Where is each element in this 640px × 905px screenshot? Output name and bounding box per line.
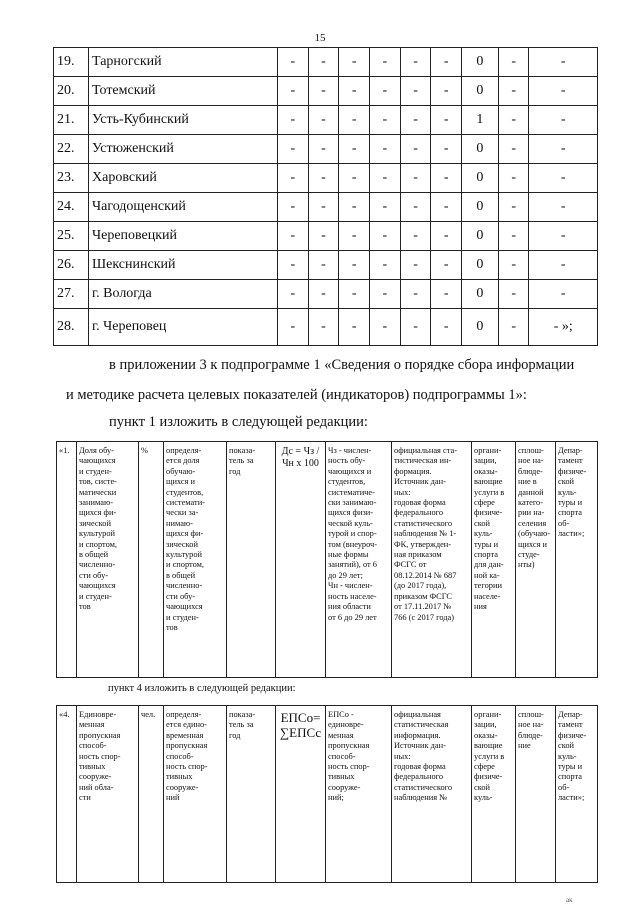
table-cell: - (370, 280, 401, 309)
table-cell: - (431, 135, 462, 164)
indicator-cell-text: «4. (59, 710, 70, 719)
table-cell: - (308, 251, 339, 280)
table-cell: - (498, 251, 529, 280)
table-cell: 0 (462, 222, 499, 251)
table-cell: 0 (462, 280, 499, 309)
district-name: Чагодощенский (89, 193, 278, 222)
indicator-cell-text: определя- ется едино- временная пропускная способ- ность спор- тивных сооруже- ний (166, 710, 208, 803)
table-cell: - (278, 106, 309, 135)
table-cell: - (498, 106, 529, 135)
table-cell: - (370, 309, 401, 346)
row-number: 22. (54, 135, 89, 164)
table-cell: - (431, 309, 462, 346)
table-cell: - (370, 135, 401, 164)
indicator-cell-text: сплош- ное на- блюде- ние (518, 710, 544, 751)
table-cell: - (498, 309, 529, 346)
table-cell: - (498, 193, 529, 222)
table-cell: - (400, 106, 431, 135)
table-cell: - (339, 48, 370, 77)
table-cell: - (370, 106, 401, 135)
table-cell: - (339, 309, 370, 346)
table-cell: - (308, 164, 339, 193)
indicator-cell (556, 706, 598, 883)
indicator-cell-text: Дс = Чз / Чн х 100 (281, 446, 320, 469)
table-cell: - (529, 164, 598, 193)
table-cell: - (278, 309, 309, 346)
page-number: 15 (314, 32, 326, 44)
table-row (54, 193, 598, 222)
table-cell: - (529, 48, 598, 77)
table-cell: - (339, 280, 370, 309)
table-cell: - (498, 222, 529, 251)
indicator-table-item-1 (56, 441, 598, 678)
district-name: Харовский (89, 164, 278, 193)
indicator-cell (326, 706, 392, 883)
district-name: г. Череповец (89, 309, 278, 346)
table-row (54, 222, 598, 251)
indicator-cell-text: ЕПСо= ∑ЕПСс (279, 710, 322, 740)
table-cell: 0 (462, 48, 499, 77)
table-cell: 0 (462, 193, 499, 222)
indicator-cell-text: «1. (59, 446, 70, 455)
table-cell: - (278, 77, 309, 106)
table-cell: - (498, 48, 529, 77)
table-cell: - (339, 222, 370, 251)
table-cell: - (370, 193, 401, 222)
district-name: Шекснинский (89, 251, 278, 280)
table-cell: - (498, 164, 529, 193)
indicator-cell-text: ЕПСо - единовре- менная пропускная способ- ность спор- тивных сооруже- ний; (328, 710, 370, 803)
row-number: 25. (54, 222, 89, 251)
table-cell: - (529, 193, 598, 222)
indicator-cell (392, 442, 472, 678)
table-cell: - (498, 280, 529, 309)
table-cell: - (308, 77, 339, 106)
indicator-cell (472, 706, 516, 883)
table-cell: - (431, 77, 462, 106)
table-cell: - (400, 251, 431, 280)
indicator-cell (472, 442, 516, 678)
indicator-cell (57, 442, 77, 678)
row-number: 21. (54, 106, 89, 135)
table-cell: - (400, 309, 431, 346)
table-row (54, 309, 598, 346)
indicator-cell-text: Депар- тамент физиче- ской куль- туры и спорта об- ласти»; (558, 710, 587, 803)
table-cell: 0 (462, 164, 499, 193)
table-cell: - (431, 280, 462, 309)
row-number: 23. (54, 164, 89, 193)
table-cell: - (308, 106, 339, 135)
row-number: 24. (54, 193, 89, 222)
district-name: Тотемский (89, 77, 278, 106)
table-cell: 1 (462, 106, 499, 135)
district-name: Устюженский (89, 135, 278, 164)
table-row (54, 251, 598, 280)
table-cell: - (400, 135, 431, 164)
indicator-cell-text: Депар- тамент физиче- ской куль- туры и спорта об- ласти»; (558, 446, 587, 539)
row-number: 26. (54, 251, 89, 280)
row-number: 27. (54, 280, 89, 309)
indicator-cell-text: органи- зации, оказы- вающие услуги в сфере физиче- ской куль- туры и спорта для дан- ной ка- тегории населе- ния (474, 446, 505, 612)
table-cell: - (529, 135, 598, 164)
indicator-cell-text: сплош- ное на- блюде- ние в данной катего- рии на- селения (обучаю- щихся и студе- нты) (518, 446, 551, 570)
indicator-cell-text: Чз - числен- ность обу- чающихся и студентов, систематиче- ски занимаю- щихся физи- ческой куль- турой и спор- том (внеуроч- ные формы занятий), от 6 до 29 лет; Чн - числен- ность населе- ния области от 6 до 29 лет (328, 446, 378, 622)
indicator-row (57, 442, 598, 678)
indicator-cell (164, 442, 227, 678)
indicator-cell (516, 706, 556, 883)
indicator-cell-text: определя- ется доля обучаю- щихся и студентов, системати- чески за- нимаю- щихся фи- зической культурой и спортом, в общей численно- сти обу- чающихся и студен- тов (166, 446, 205, 632)
table-cell: - (278, 164, 309, 193)
table-cell: - (278, 135, 309, 164)
table-cell: - (370, 77, 401, 106)
indicator-cell (227, 442, 276, 678)
table-cell: 0 (462, 135, 499, 164)
table-cell: - (529, 106, 598, 135)
table-row (54, 280, 598, 309)
table-cell: - (400, 193, 431, 222)
table-cell: - (431, 106, 462, 135)
table-cell: 0 (462, 309, 499, 346)
indicator-cell (57, 706, 77, 883)
district-name: г. Вологда (89, 280, 278, 309)
row-number: 19. (54, 48, 89, 77)
indicator-cell (227, 706, 276, 883)
table-cell: - (339, 77, 370, 106)
table-row (54, 48, 598, 77)
indicator-cell-text: показа- тель за год (229, 710, 256, 740)
table-cell: - (308, 193, 339, 222)
table-cell: - (370, 164, 401, 193)
indicator-cell (139, 706, 164, 883)
table-cell: - (278, 48, 309, 77)
table-row (54, 106, 598, 135)
indicator-cell (276, 442, 326, 678)
row-number: 20. (54, 77, 89, 106)
indicator-cell (276, 706, 326, 883)
indicator-cell-text: Доля обу- чающихся и студен- тов, систе- матически занимаю- щихся фи- зической культурой и спортом, в общей численно- сти обу- чающихся и студен- тов (79, 446, 118, 612)
paragraph-item-4-intro: пункт 4 изложить в следующей редакции: (108, 683, 296, 694)
table-cell: - (529, 251, 598, 280)
indicator-cell-text: официальная ста- тистическая ин- формация. Источник дан- ных: годовая форма федерального статистического наблюдения № 1- ФК, утвержден- ная приказом ФСГС от 08.12.2014 № 687 (до 2017 года), приказом ФСГС от 17.11.2017 № 766 (с 2017 года) (394, 446, 457, 622)
indicator-cell (164, 706, 227, 883)
indicator-cell (77, 706, 139, 883)
table-cell: - (278, 280, 309, 309)
table-row (54, 77, 598, 106)
table-cell: - (339, 164, 370, 193)
district-name: Усть-Кубинский (89, 106, 278, 135)
paragraph-appendix-3-line1: в приложении 3 к подпрограмме 1 «Сведения о порядке сбора информации (109, 357, 575, 373)
table-cell: - (498, 77, 529, 106)
district-name: Тарногский (89, 48, 278, 77)
table-cell: - (431, 251, 462, 280)
municipal-districts-table (53, 47, 598, 346)
table-cell: - (529, 280, 598, 309)
indicator-cell-text: официальная статистическая информация. Источник дан- ных: годовая форма федерального статистического наблюдения № (394, 710, 453, 803)
indicator-row (57, 706, 598, 883)
table-cell: - (400, 48, 431, 77)
indicator-cell-text: % (141, 446, 148, 455)
row-number: 28. (54, 309, 89, 346)
table-cell: - (370, 251, 401, 280)
indicator-cell-text: показа- тель за год (229, 446, 256, 476)
indicator-cell (516, 442, 556, 678)
table-cell: - (278, 193, 309, 222)
table-row (54, 135, 598, 164)
table-cell: - (400, 164, 431, 193)
indicator-cell (139, 442, 164, 678)
table-cell: - (339, 251, 370, 280)
indicator-cell-text: органи- зации, оказы- вающие услуги в сфере физиче- ской куль- (474, 710, 505, 803)
indicator-cell (556, 442, 598, 678)
indicator-cell (326, 442, 392, 678)
paragraph-appendix-3-line2: и методике расчета целевых показателей (индикаторов) подпрограммы 1»: (66, 387, 527, 403)
table-cell: - (278, 251, 309, 280)
table-cell: - (431, 193, 462, 222)
table-cell: - (400, 280, 431, 309)
table-cell: - (529, 77, 598, 106)
table-row (54, 164, 598, 193)
paragraph-item-1-intro: пункт 1 изложить в следующей редакции: (109, 414, 368, 430)
indicator-cell-text: Единовре- менная пропускная способ- ность спор- тивных сооруже- ний обла- сти (79, 710, 121, 803)
table-cell: - (498, 135, 529, 164)
table-cell: - (370, 48, 401, 77)
table-cell: - (370, 222, 401, 251)
table-cell: - (339, 106, 370, 135)
corner-mark: ак (566, 896, 573, 904)
table-cell: - (529, 222, 598, 251)
table-cell: - (431, 164, 462, 193)
table-cell: - (308, 135, 339, 164)
table-cell: - (400, 77, 431, 106)
table-cell: - (431, 222, 462, 251)
table-cell: - (400, 222, 431, 251)
table-cell: - (308, 280, 339, 309)
indicator-cell (77, 442, 139, 678)
table-cell: - (339, 193, 370, 222)
indicator-cell-text: чел. (141, 710, 156, 719)
district-name: Череповецкий (89, 222, 278, 251)
indicator-cell (392, 706, 472, 883)
indicator-table-item-4 (56, 705, 598, 883)
table-cell: - (431, 48, 462, 77)
table-cell: - (278, 222, 309, 251)
table-cell: - (308, 222, 339, 251)
table-cell: 0 (462, 251, 499, 280)
table-cell: - (308, 48, 339, 77)
table-cell: 0 (462, 77, 499, 106)
table-cell: - (339, 135, 370, 164)
table-cell: - (308, 309, 339, 346)
table-cell: - »; (529, 309, 598, 346)
